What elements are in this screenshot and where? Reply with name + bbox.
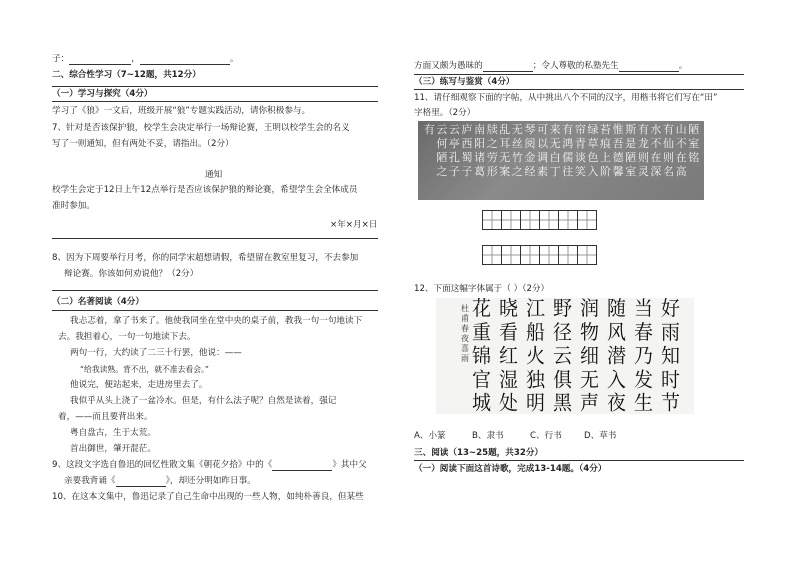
seal-column: 当 春 乃 发 生 (633, 298, 653, 414)
seal-column: 花 重 锦 官 城 (471, 298, 491, 414)
subsection-2-heading: （二）名著阅读（4分） (52, 297, 144, 307)
blank[interactable] (69, 55, 131, 65)
q6-answer-line (52, 54, 238, 65)
option-a[interactable]: A、小篆 (414, 431, 446, 441)
q7-text: 7、针对是否该保护狼，校学生会决定举行一场辩论赛，王明以校学生会的名义 (52, 123, 350, 133)
reading-text: 他说完，便站起来，走进房里去了。 (70, 380, 208, 390)
copybook-column: 陋 室 铭 (688, 123, 700, 164)
q12-text: 12、下面这幅字体属于（ ）（2分） (414, 284, 550, 294)
copybook-column: 水 不 在 深 (650, 123, 662, 178)
intro-text: 学习了《狼》一文后，班级开展“狼”专题实践活动，请你积极参与。 (52, 106, 311, 116)
q8-text: 辩论赛。你该如何劝说他？（2分） (64, 269, 199, 279)
notice-date: ×年×月×日 (330, 220, 378, 230)
q8-text: 8、因为下周要举行月考，你的同学宋超想请假，希望留在教室里复习，不去参加 (52, 253, 359, 263)
q9-prefix: 亲要我背诵《 (64, 476, 116, 486)
copybook-column: 庐 西 蜀 子 (461, 123, 473, 178)
copybook-column: 有 (423, 123, 435, 136)
text: ；令人尊敬的私塾先生 (532, 61, 619, 71)
seal-column: 好 雨 知 时 节 (660, 298, 680, 414)
section-3-heading: 三、阅读（13~25题，共32分） (414, 448, 544, 458)
subsection-4-heading: （一）阅读下面这首诗歌，完成13-14题。（4分） (414, 464, 607, 474)
copybook-column: 南 阳 诸 葛 (474, 123, 486, 178)
copybook-image (418, 121, 704, 200)
seal-column: 晓 看 红 湿 处 (498, 298, 518, 414)
seal-inscription: 杜 甫 春 夜 喜 雨 (461, 304, 469, 363)
blank[interactable] (140, 55, 230, 65)
tian-cell[interactable] (520, 210, 540, 230)
tian-cell[interactable] (539, 245, 559, 265)
copybook-column: 绿 草 色 入 (587, 123, 599, 178)
copybook-column: 云 亭 孔 子 (448, 123, 460, 178)
tian-cell[interactable] (577, 210, 597, 230)
copybook-column: 无 丝 竹 之 (511, 123, 523, 178)
divider (52, 101, 378, 102)
q12-options (414, 431, 616, 442)
q10-text: 10、在这本文集中，鲁迅记录了自己生命中出现的一些人物，如纯朴善良，但某些 (52, 492, 364, 502)
q9-text (52, 460, 367, 471)
tian-cell[interactable] (482, 245, 502, 265)
seal-column: 润 物 细 无 声 (579, 298, 599, 414)
copybook-column: 可 以 调 素 (537, 123, 549, 178)
reading-text: “给我读熟。背不出，就不准去看会。” (80, 365, 209, 374)
copybook-column: 云 何 陋 之 (436, 123, 448, 178)
notice-body: 校学生会定于12日上午12点举行是否应该保护狼的辩论赛，希望学生会全体成员 (52, 185, 358, 195)
copybook-column: 惟 吾 德 馨 (612, 123, 624, 178)
tian-grid-row[interactable] (482, 210, 596, 230)
tian-grid-row[interactable] (482, 245, 596, 265)
copybook-column: 牍 之 劳 形 (486, 123, 498, 178)
reading-text: 我忐忑着，拿了书来了。他使我同坐在堂中央的桌子前，教我一句一句地读下 (70, 316, 363, 326)
seal-column: 随 风 潜 入 夜 (606, 298, 626, 414)
q11-text: 字格里。（2分） (414, 108, 476, 118)
tian-cell[interactable] (577, 245, 597, 265)
tian-cell[interactable] (558, 210, 578, 230)
copybook-column: 来 无 白 丁 (549, 123, 561, 178)
text: 。 (678, 61, 688, 71)
blank[interactable] (116, 477, 166, 487)
tian-cell[interactable] (501, 210, 521, 230)
seal-column: 江 船 火 独 明 (525, 298, 545, 414)
tian-cell[interactable] (558, 245, 578, 265)
sep: ， (131, 54, 140, 64)
q6-prefix: 子： (52, 54, 70, 64)
copybook-column: 有 鸿 儒 往 (562, 123, 574, 178)
end: 。 (229, 54, 239, 64)
notice-title: 通知 (205, 170, 223, 180)
reading-text: 两句一行，大约读了二三十行罢，他说：—— (70, 348, 242, 358)
tian-cell[interactable] (520, 245, 540, 265)
divider (52, 86, 378, 87)
reading-text: 粤自盘古，生于太荒。 (70, 428, 156, 438)
blank[interactable] (272, 461, 332, 471)
copybook-column: 琴 阅 金 经 (524, 123, 536, 178)
option-b[interactable]: B、隶书 (472, 431, 504, 441)
copybook-column: 苔 痕 上 阶 (600, 123, 612, 178)
subsection-1-heading: （一）学习与探究（4分） (52, 89, 153, 99)
seal-column: 野 径 云 俱 黑 (552, 298, 572, 414)
divider (52, 310, 378, 311)
q7-text: 写了一则通知，但有两处不妥，请指出。（2分） (52, 139, 234, 149)
text: 方面又颇为愚昧的 (414, 61, 483, 71)
copybook-column: 斯 是 陋 室 (625, 123, 637, 178)
reading-text: 着，——而且要背出来。 (58, 412, 153, 422)
subsection-3-heading: （三）练写与鉴赏（4分） (414, 77, 515, 87)
divider (414, 74, 744, 75)
copybook-column: 山 不 在 高 (675, 123, 687, 178)
tian-cell[interactable] (482, 210, 502, 230)
answer-line[interactable] (52, 290, 378, 291)
section-2-heading: 二、综合性学习（7~12题，共12分） (52, 70, 201, 80)
tian-cell[interactable] (539, 210, 559, 230)
q9-suffix: 》，却还分明如昨日事。 (165, 476, 256, 486)
divider (414, 89, 744, 90)
divider (414, 460, 744, 461)
answer-line[interactable] (52, 238, 378, 239)
copybook-column: 有 仙 则 名 (663, 123, 675, 178)
copybook-column: 乱 耳 无 案 (499, 123, 511, 178)
reading-text: 首出御世，肇开混茫。 (70, 444, 156, 454)
option-d[interactable]: D、草书 (584, 431, 617, 441)
q9-text (64, 476, 256, 487)
seal-script-image (436, 298, 694, 414)
copybook-column: 帘 青 谈 笑 (574, 123, 586, 178)
tian-cell[interactable] (501, 245, 521, 265)
blank[interactable] (619, 62, 679, 72)
copybook-column: 有 龙 则 灵 (637, 123, 649, 178)
q9-suffix: 》其中父 (332, 460, 367, 470)
reading-text: 我似乎从头上浇了一盆冷水。但是，有什么法子呢？自然是读着，强记 (70, 396, 337, 406)
option-c[interactable]: C、行书 (530, 431, 562, 441)
blank[interactable] (483, 62, 533, 72)
q11-text: 11、请仔细观察下面的字帖，从中挑出八个不同的汉字，用楷书将它们写在“田” (414, 93, 718, 103)
reading-text: 去。我担着心，一句一句地读下去。 (58, 332, 196, 342)
q9-prefix: 9、这段文字选自鲁迅的回忆性散文集《朝花夕拾》中的《 (52, 460, 273, 470)
q10-continued (414, 61, 687, 72)
notice-body: 准时参加。 (52, 201, 95, 211)
